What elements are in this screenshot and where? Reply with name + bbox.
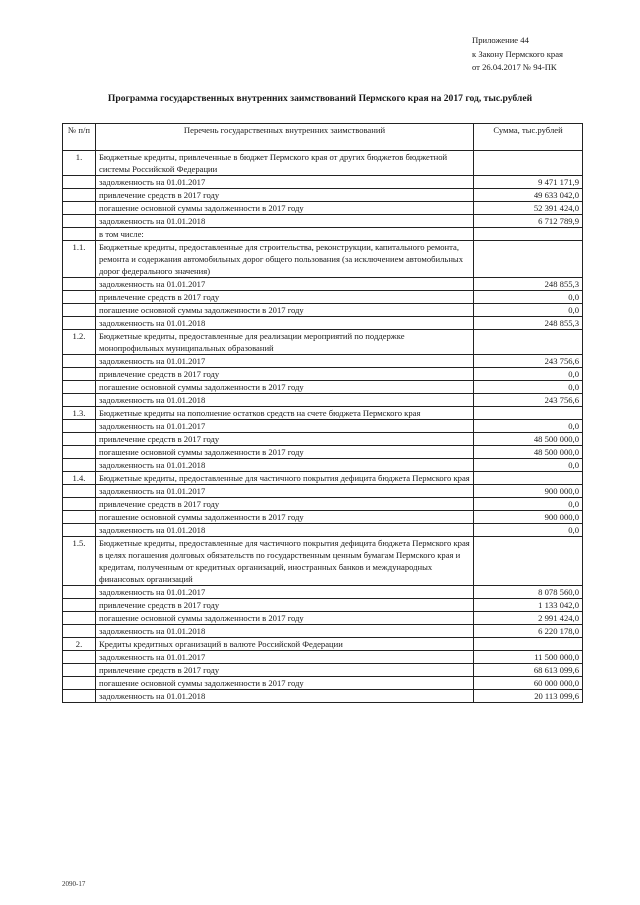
table-row <box>63 459 583 472</box>
row-description: задолженность на 01.01.2017 <box>96 420 474 433</box>
row-number <box>63 625 96 638</box>
row-number: 2. <box>63 638 96 651</box>
row-sum: 52 391 424,0 <box>474 202 583 215</box>
table-row <box>63 228 583 241</box>
row-description: привлечение средств в 2017 году <box>96 433 474 446</box>
row-number <box>63 228 96 241</box>
appendix-line: к Закону Пермского края <box>472 48 563 59</box>
row-description: погашение основной суммы задолженности в 2017 году <box>96 381 474 394</box>
header-num: № п/п <box>63 124 96 151</box>
row-number <box>63 511 96 524</box>
row-sum <box>474 330 583 355</box>
row-sum <box>474 151 583 176</box>
table-row <box>63 278 583 291</box>
document-title: Программа государственных внутренних заимствований Пермского края на 2017 год, тыс.рублей <box>107 93 533 104</box>
row-sum: 0,0 <box>474 524 583 537</box>
row-sum: 248 855,3 <box>474 278 583 291</box>
table-row <box>63 664 583 677</box>
row-sum: 248 855,3 <box>474 317 583 330</box>
row-description: задолженность на 01.01.2018 <box>96 459 474 472</box>
row-description: погашение основной суммы задолженности в 2017 году <box>96 612 474 625</box>
row-number <box>63 498 96 511</box>
row-sum: 20 113 099,6 <box>474 690 583 703</box>
row-description: привлечение средств в 2017 году <box>96 189 474 202</box>
row-number: 1.1. <box>63 241 96 278</box>
row-description: задолженность на 01.01.2017 <box>96 651 474 664</box>
row-sum <box>474 241 583 278</box>
row-description: привлечение средств в 2017 году <box>96 599 474 612</box>
table-row <box>63 498 583 511</box>
row-sum <box>474 228 583 241</box>
row-description: задолженность на 01.01.2017 <box>96 586 474 599</box>
row-description: привлечение средств в 2017 году <box>96 664 474 677</box>
row-description: задолженность на 01.01.2017 <box>96 278 474 291</box>
row-number <box>63 599 96 612</box>
row-description: задолженность на 01.01.2018 <box>96 215 474 228</box>
row-description: задолженность на 01.01.2017 <box>96 355 474 368</box>
row-sum: 48 500 000,0 <box>474 446 583 459</box>
row-sum: 0,0 <box>474 498 583 511</box>
row-number <box>63 278 96 291</box>
row-sum <box>474 472 583 485</box>
table-row <box>63 407 583 420</box>
table-row <box>63 677 583 690</box>
row-description: погашение основной суммы задолженности в 2017 году <box>96 677 474 690</box>
row-sum: 6 220 178,0 <box>474 625 583 638</box>
header-sum: Сумма, тыс.рублей <box>474 124 583 151</box>
row-sum: 243 756,6 <box>474 394 583 407</box>
row-sum: 0,0 <box>474 381 583 394</box>
table-row <box>63 485 583 498</box>
footer-code: 2090-17 <box>62 880 86 888</box>
row-sum: 2 991 424,0 <box>474 612 583 625</box>
borrowing-table <box>62 123 583 703</box>
row-description: привлечение средств в 2017 году <box>96 291 474 304</box>
row-description: задолженность на 01.01.2018 <box>96 524 474 537</box>
row-number <box>63 524 96 537</box>
table-row <box>63 651 583 664</box>
row-sum: 0,0 <box>474 304 583 317</box>
row-description: Бюджетные кредиты, предоставленные для строительства, реконструкции, капитального ремонта, ремонта и содержания автомобильных дорог общего пользования (за исключением автомобильных дорог федерального значения) <box>96 241 474 278</box>
row-sum: 0,0 <box>474 420 583 433</box>
row-description: Бюджетные кредиты, предоставленные для реализации мероприятий по поддержке монопрофильных муниципальных образований <box>96 330 474 355</box>
row-description: Кредиты кредитных организаций в валюте Российской Федерации <box>96 638 474 651</box>
row-number <box>63 176 96 189</box>
row-description: погашение основной суммы задолженности в 2017 году <box>96 446 474 459</box>
table-row <box>63 368 583 381</box>
row-sum <box>474 638 583 651</box>
row-sum: 0,0 <box>474 291 583 304</box>
row-description: задолженность на 01.01.2017 <box>96 176 474 189</box>
row-description: погашение основной суммы задолженности в 2017 году <box>96 304 474 317</box>
table-row <box>63 241 583 278</box>
row-number <box>63 202 96 215</box>
row-sum: 60 000 000,0 <box>474 677 583 690</box>
table-row <box>63 433 583 446</box>
row-number <box>63 368 96 381</box>
table-row <box>63 317 583 330</box>
row-number <box>63 677 96 690</box>
row-description: привлечение средств в 2017 году <box>96 498 474 511</box>
row-sum: 11 500 000,0 <box>474 651 583 664</box>
row-number <box>63 317 96 330</box>
table-row <box>63 394 583 407</box>
row-sum: 0,0 <box>474 459 583 472</box>
appendix-note <box>472 34 563 75</box>
row-number: 1.3. <box>63 407 96 420</box>
row-number: 1.2. <box>63 330 96 355</box>
row-sum <box>474 537 583 586</box>
table-row <box>63 330 583 355</box>
row-sum: 68 613 099,6 <box>474 664 583 677</box>
row-description: задолженность на 01.01.2017 <box>96 485 474 498</box>
row-sum: 1 133 042,0 <box>474 599 583 612</box>
row-number <box>63 420 96 433</box>
row-number <box>63 485 96 498</box>
row-number <box>63 433 96 446</box>
row-sum: 9 471 171,9 <box>474 176 583 189</box>
row-number <box>63 304 96 317</box>
row-number <box>63 664 96 677</box>
row-number <box>63 612 96 625</box>
row-number <box>63 651 96 664</box>
table-row <box>63 355 583 368</box>
table-row <box>63 638 583 651</box>
row-number <box>63 459 96 472</box>
table-row <box>63 176 583 189</box>
table-header-row <box>63 124 583 151</box>
table-row <box>63 511 583 524</box>
table-row <box>63 612 583 625</box>
table-row <box>63 524 583 537</box>
row-description: Бюджетные кредиты, предоставленные для частичного покрытия дефицита бюджета Пермского края в целях погашения долговых обязательств по государственным ценным бумагам Пермского края и кредитам, полученным от кредитных организаций, иностранных банков и международных финансовых организаций <box>96 537 474 586</box>
row-sum: 8 078 560,0 <box>474 586 583 599</box>
table-row <box>63 151 583 176</box>
row-description: погашение основной суммы задолженности в 2017 году <box>96 511 474 524</box>
row-sum: 900 000,0 <box>474 485 583 498</box>
row-description: Бюджетные кредиты, привлеченные в бюджет Пермского края от других бюджетов бюджетной системы Российской Федерации <box>96 151 474 176</box>
row-description: задолженность на 01.01.2018 <box>96 625 474 638</box>
row-number <box>63 215 96 228</box>
table-row <box>63 304 583 317</box>
table-row <box>63 472 583 485</box>
row-number <box>63 355 96 368</box>
row-description: Бюджетные кредиты, предоставленные для частичного покрытия дефицита бюджета Пермского края <box>96 472 474 485</box>
table-row <box>63 420 583 433</box>
table-row <box>63 586 583 599</box>
table-row <box>63 599 583 612</box>
row-description: задолженность на 01.01.2018 <box>96 394 474 407</box>
row-sum: 900 000,0 <box>474 511 583 524</box>
table-row <box>63 189 583 202</box>
row-description: привлечение средств в 2017 году <box>96 368 474 381</box>
row-description: задолженность на 01.01.2018 <box>96 317 474 330</box>
row-number <box>63 446 96 459</box>
row-number <box>63 586 96 599</box>
row-sum <box>474 407 583 420</box>
row-number <box>63 690 96 703</box>
row-number: 1.5. <box>63 537 96 586</box>
table-row <box>63 381 583 394</box>
appendix-line: Приложение 44 <box>472 35 529 45</box>
row-sum: 49 633 042,0 <box>474 189 583 202</box>
row-number: 1. <box>63 151 96 176</box>
row-number <box>63 394 96 407</box>
row-sum: 0,0 <box>474 368 583 381</box>
row-sum: 6 712 789,9 <box>474 215 583 228</box>
table-row <box>63 202 583 215</box>
appendix-line: от 26.04.2017 № 94-ПК <box>472 62 557 72</box>
row-number <box>63 291 96 304</box>
row-number <box>63 381 96 394</box>
row-number: 1.4. <box>63 472 96 485</box>
table-row <box>63 291 583 304</box>
table-row <box>63 537 583 586</box>
header-name: Перечень государственных внутренних заимствований <box>96 124 474 151</box>
row-description: погашение основной суммы задолженности в 2017 году <box>96 202 474 215</box>
row-sum: 48 500 000,0 <box>474 433 583 446</box>
table-row <box>63 215 583 228</box>
row-description: Бюджетные кредиты на пополнение остатков средств на счете бюджета Пермского края <box>96 407 474 420</box>
row-number <box>63 189 96 202</box>
row-sum: 243 756,6 <box>474 355 583 368</box>
table-row <box>63 625 583 638</box>
table-row <box>63 446 583 459</box>
row-description: задолженность на 01.01.2018 <box>96 690 474 703</box>
row-description: в том числе: <box>96 228 474 241</box>
table-row <box>63 690 583 703</box>
